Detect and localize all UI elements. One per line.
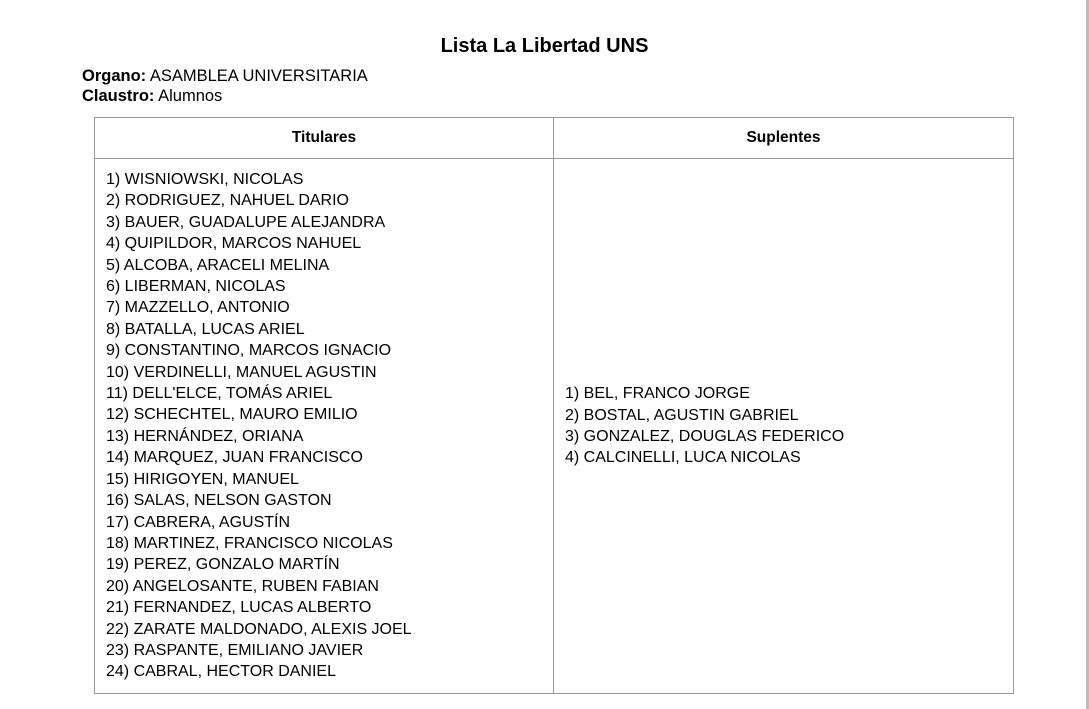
titular-list-item: 19) PEREZ, GONZALO MARTÍN xyxy=(106,556,340,574)
suplente-list-item: 3) GONZALEZ, DOUGLAS FEDERICO xyxy=(565,428,845,445)
titular-list-item: 4) QUIPILDOR, MARCOS NAHUEL xyxy=(106,235,362,253)
titular-list-item: 11) DELL'ELCE, TOMÁS ARIEL xyxy=(106,385,333,403)
titular-list-item: 21) FERNANDEZ, LUCAS ALBERTO xyxy=(106,599,372,617)
claustro-value: Alumnos xyxy=(158,87,223,105)
titular-list-item: 9) CONSTANTINO, MARCOS IGNACIO xyxy=(106,342,392,360)
suplente-list-item: 2) BOSTAL, AGUSTIN GABRIEL xyxy=(565,406,799,424)
claustro-line xyxy=(82,86,368,106)
titular-list-item: 13) HERNÁNDEZ, ORIANA xyxy=(106,427,304,445)
suplentes-header: Suplentes xyxy=(554,118,1013,159)
titular-list-item: 1) WISNIOWSKI, NICOLAS xyxy=(106,171,304,188)
titular-list-item: 16) SALAS, NELSON GASTON xyxy=(106,492,332,510)
organo-label: Organo: xyxy=(82,67,147,85)
suplentes-cell xyxy=(554,159,1013,693)
titular-list-item: 12) SCHECHTEL, MAURO EMILIO xyxy=(106,406,358,424)
candidates-table xyxy=(94,117,1014,694)
suplente-list-item: 4) CALCINELLI, LUCA NICOLAS xyxy=(565,449,801,467)
titular-list-item: 24) CABRAL, HECTOR DANIEL xyxy=(106,663,336,681)
titular-list-item: 3) BAUER, GUADALUPE ALEJANDRA xyxy=(106,213,386,231)
titular-list-item: 22) ZARATE MALDONADO, ALEXIS JOEL xyxy=(106,620,412,638)
titular-list-item: 5) ALCOBA, ARACELI MELINA xyxy=(106,256,330,274)
titular-list-item: 15) HIRIGOYEN, MANUEL xyxy=(106,470,299,488)
titulares-list xyxy=(106,169,553,683)
organo-value: ASAMBLEA UNIVERSITARIA xyxy=(149,67,368,85)
titular-list-item: 10) VERDINELLI, MANUEL AGUSTIN xyxy=(106,363,377,381)
titular-list-item: 17) CABRERA, AGUSTÍN xyxy=(106,513,291,531)
titulares-cell xyxy=(95,159,554,693)
titular-list-item: 18) MARTINEZ, FRANCISCO NICOLAS xyxy=(106,534,393,552)
titular-list-item: 20) ANGELOSANTE, RUBEN FABIAN xyxy=(106,577,379,595)
suplente-list-item: 1) BEL, FRANCO JORGE xyxy=(565,385,750,403)
titulares-header: Titulares xyxy=(95,118,554,159)
titular-list-item: 14) MARQUEZ, JUAN FRANCISCO xyxy=(106,449,363,467)
titular-list-item: 6) LIBERMAN, NICOLAS xyxy=(106,278,286,296)
page-title: Lista La Libertad UNS xyxy=(440,35,649,58)
suplentes-list xyxy=(565,383,1013,469)
titular-list-item: 23) RASPANTE, EMILIANO JAVIER xyxy=(106,641,364,659)
titular-list-item: 7) MAZZELLO, ANTONIO xyxy=(106,299,290,317)
organo-line xyxy=(82,66,368,86)
list-meta xyxy=(82,66,368,106)
titular-list-item: 2) RODRIGUEZ, NAHUEL DARIO xyxy=(106,192,349,210)
titular-list-item: 8) BATALLA, LUCAS ARIEL xyxy=(106,320,305,338)
claustro-label: Claustro: xyxy=(82,87,155,105)
